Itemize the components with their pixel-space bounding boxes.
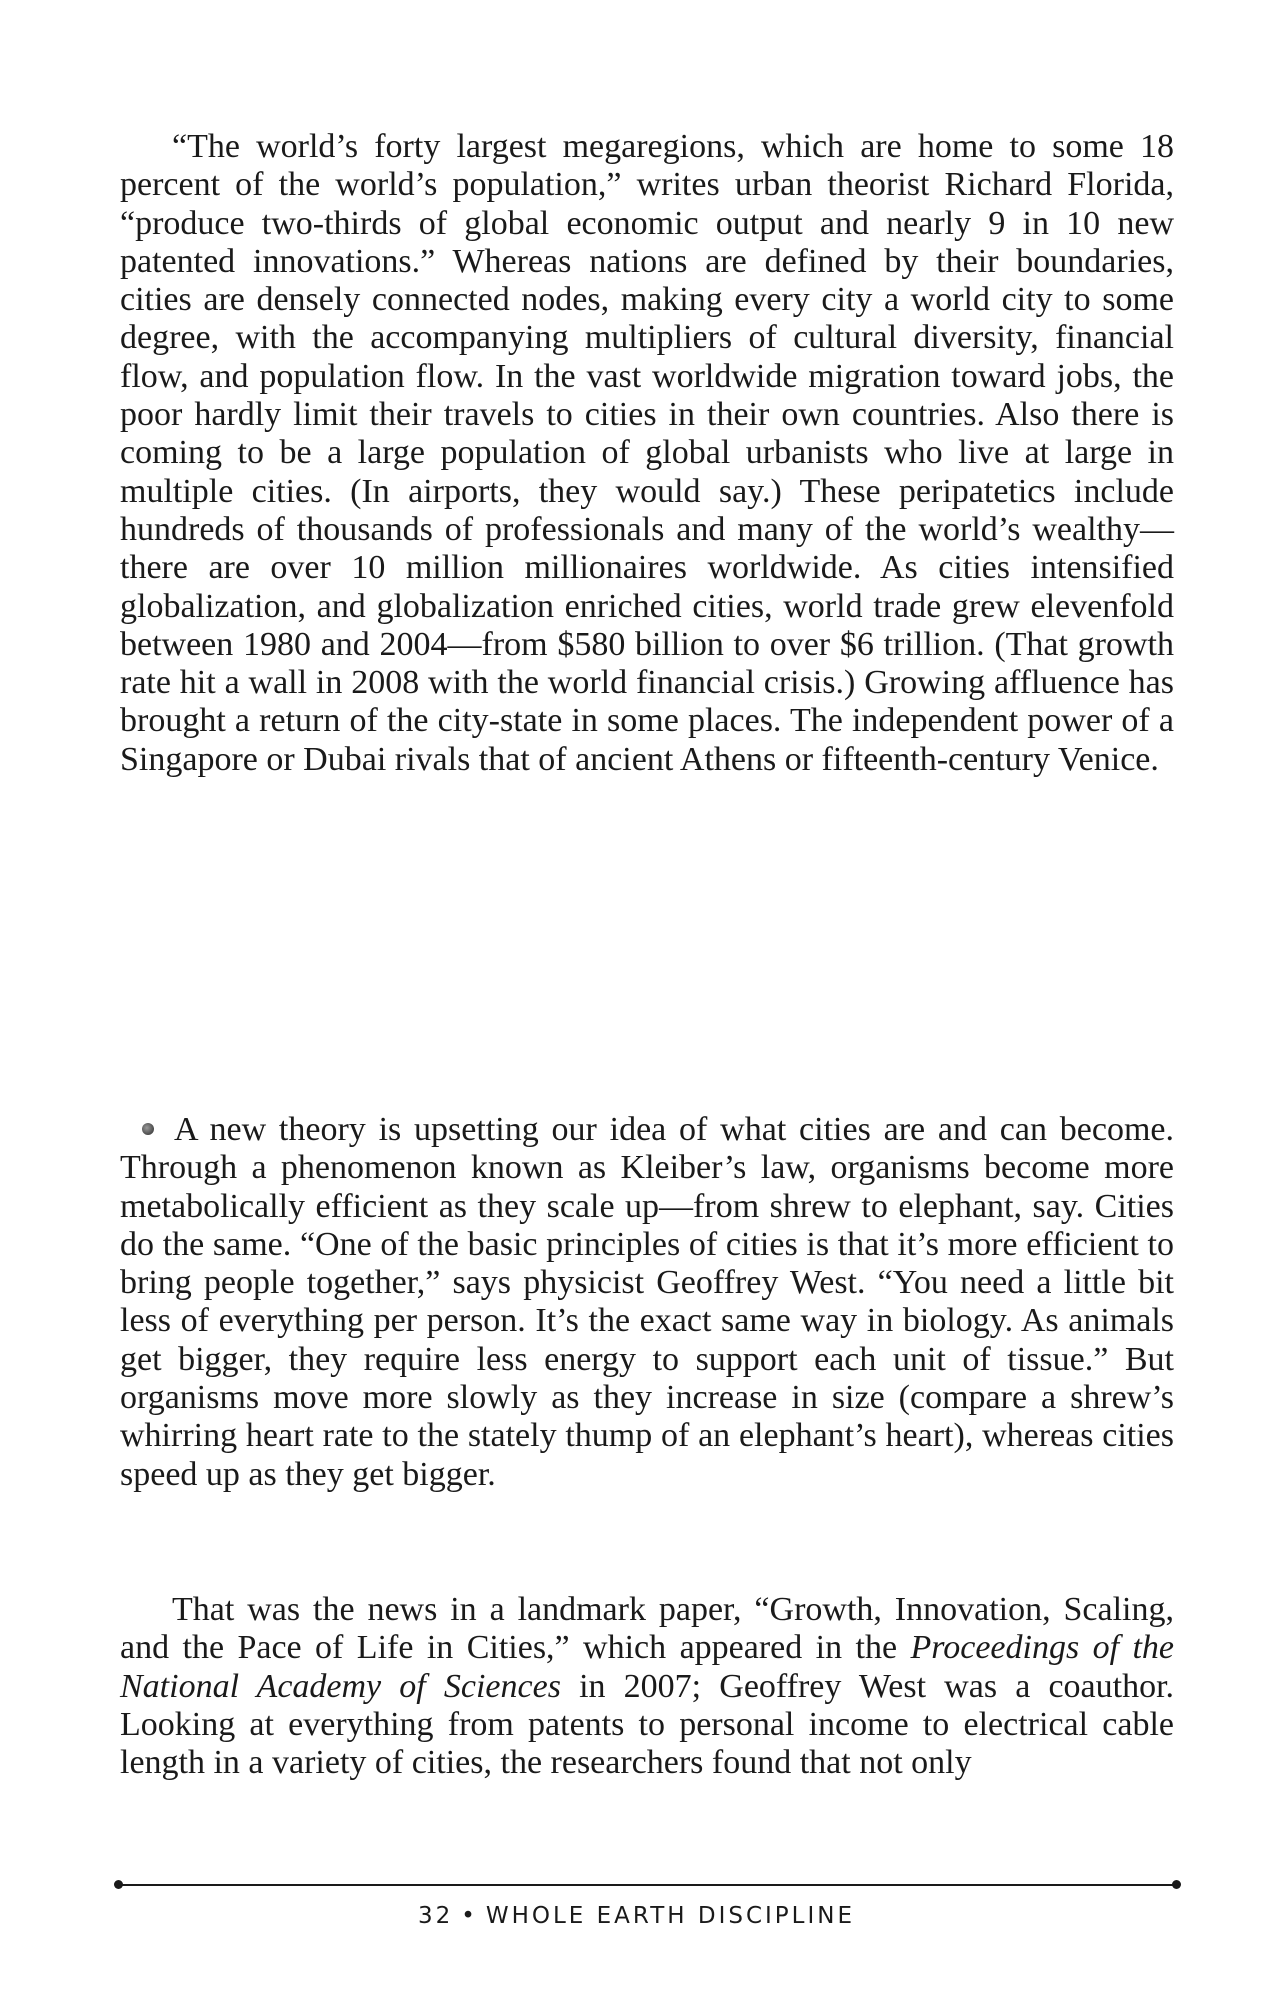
footer-rule-right-dot-icon — [1172, 1880, 1181, 1889]
page-number: 32 — [417, 1903, 454, 1929]
paragraph-text-after: in 2007; Geoffrey West was a coauthor. Looking at everything from patents to personal income to electrical cable length in a variety of cities, the researchers found that not only — [120, 1667, 1175, 1782]
paragraph-text: A new theory is upsetting our idea of what cities are and can become. Through a phenomenon known as Kleiber’s law, organisms become more metabolically efficient as they scale up—from shrew to elephant, say. Cities do the same. “One of the basic principles of cities is that it’s more efficient to bring people together,” says physicist Geoffrey West. “You need a little bit less of everything per person. It’s the exact same way in biology. As animals get bigger, they require less energy to support each unit of tissue.” But organisms move more slowly as they increase in size (compare a shrew’s whirring heart rate to the stately thump of an elephant’s heart), whereas cities speed up as they get bigger. — [120, 1111, 1174, 1493]
footer-separator: • — [461, 1903, 478, 1929]
section-break-bullet-icon — [142, 1123, 154, 1135]
paragraph-text-before: That was the news in a landmark paper, “Growth, Innovation, Scaling, and the Pace of Life in Cities,” which appeared in the — [120, 1591, 1174, 1667]
paragraph-text: “The world’s forty largest megaregions, which are home to some 18 percent of the world’s population,” writes urban theorist Richard Florida, “produce two-thirds of global economic output and nearly 9 in 10 new patented innovations.” Whereas nations are defined by their boundaries, cities are densely connected nodes, making every city a world city to some degree, with the accompanying multipliers of cultural diversity, financial flow, and population flow. In the vast worldwide migration toward jobs, the poor hardly limit their travels to cities in their own countries. Also there is coming to be a large population of global urbanists who live at large in multiple cities. (In airports, they would say.) These peripatetics include hundreds of thousands of professionals and many of the world’s wealthy—there are over 10 million millionaires worldwide. As cities intensified globalization, and globalization enriched cities, world trade grew elevenfold between 1980 and 2004—from $580 billion to over $6 trillion. (That growth rate hit a wall in 2008 with the world financial crisis.) Growing affluence has brought a return of the city-state in some places. The independent power of a Singapore or Dubai rivals that of ancient Athens or fifteenth-century Venice. — [120, 128, 1174, 778]
footer-rule — [118, 1884, 1176, 1886]
running-footer — [0, 1903, 1273, 1929]
book-title: WHOLE EARTH DISCIPLINE — [485, 1903, 856, 1929]
body-paragraph-new-theory — [120, 1111, 1174, 1494]
body-paragraph-landmark-paper — [120, 1591, 1174, 1782]
body-paragraph-megaregions — [120, 128, 1174, 779]
journal-title: Proceedings of the National Academy of Sciences — [120, 1629, 1175, 1705]
